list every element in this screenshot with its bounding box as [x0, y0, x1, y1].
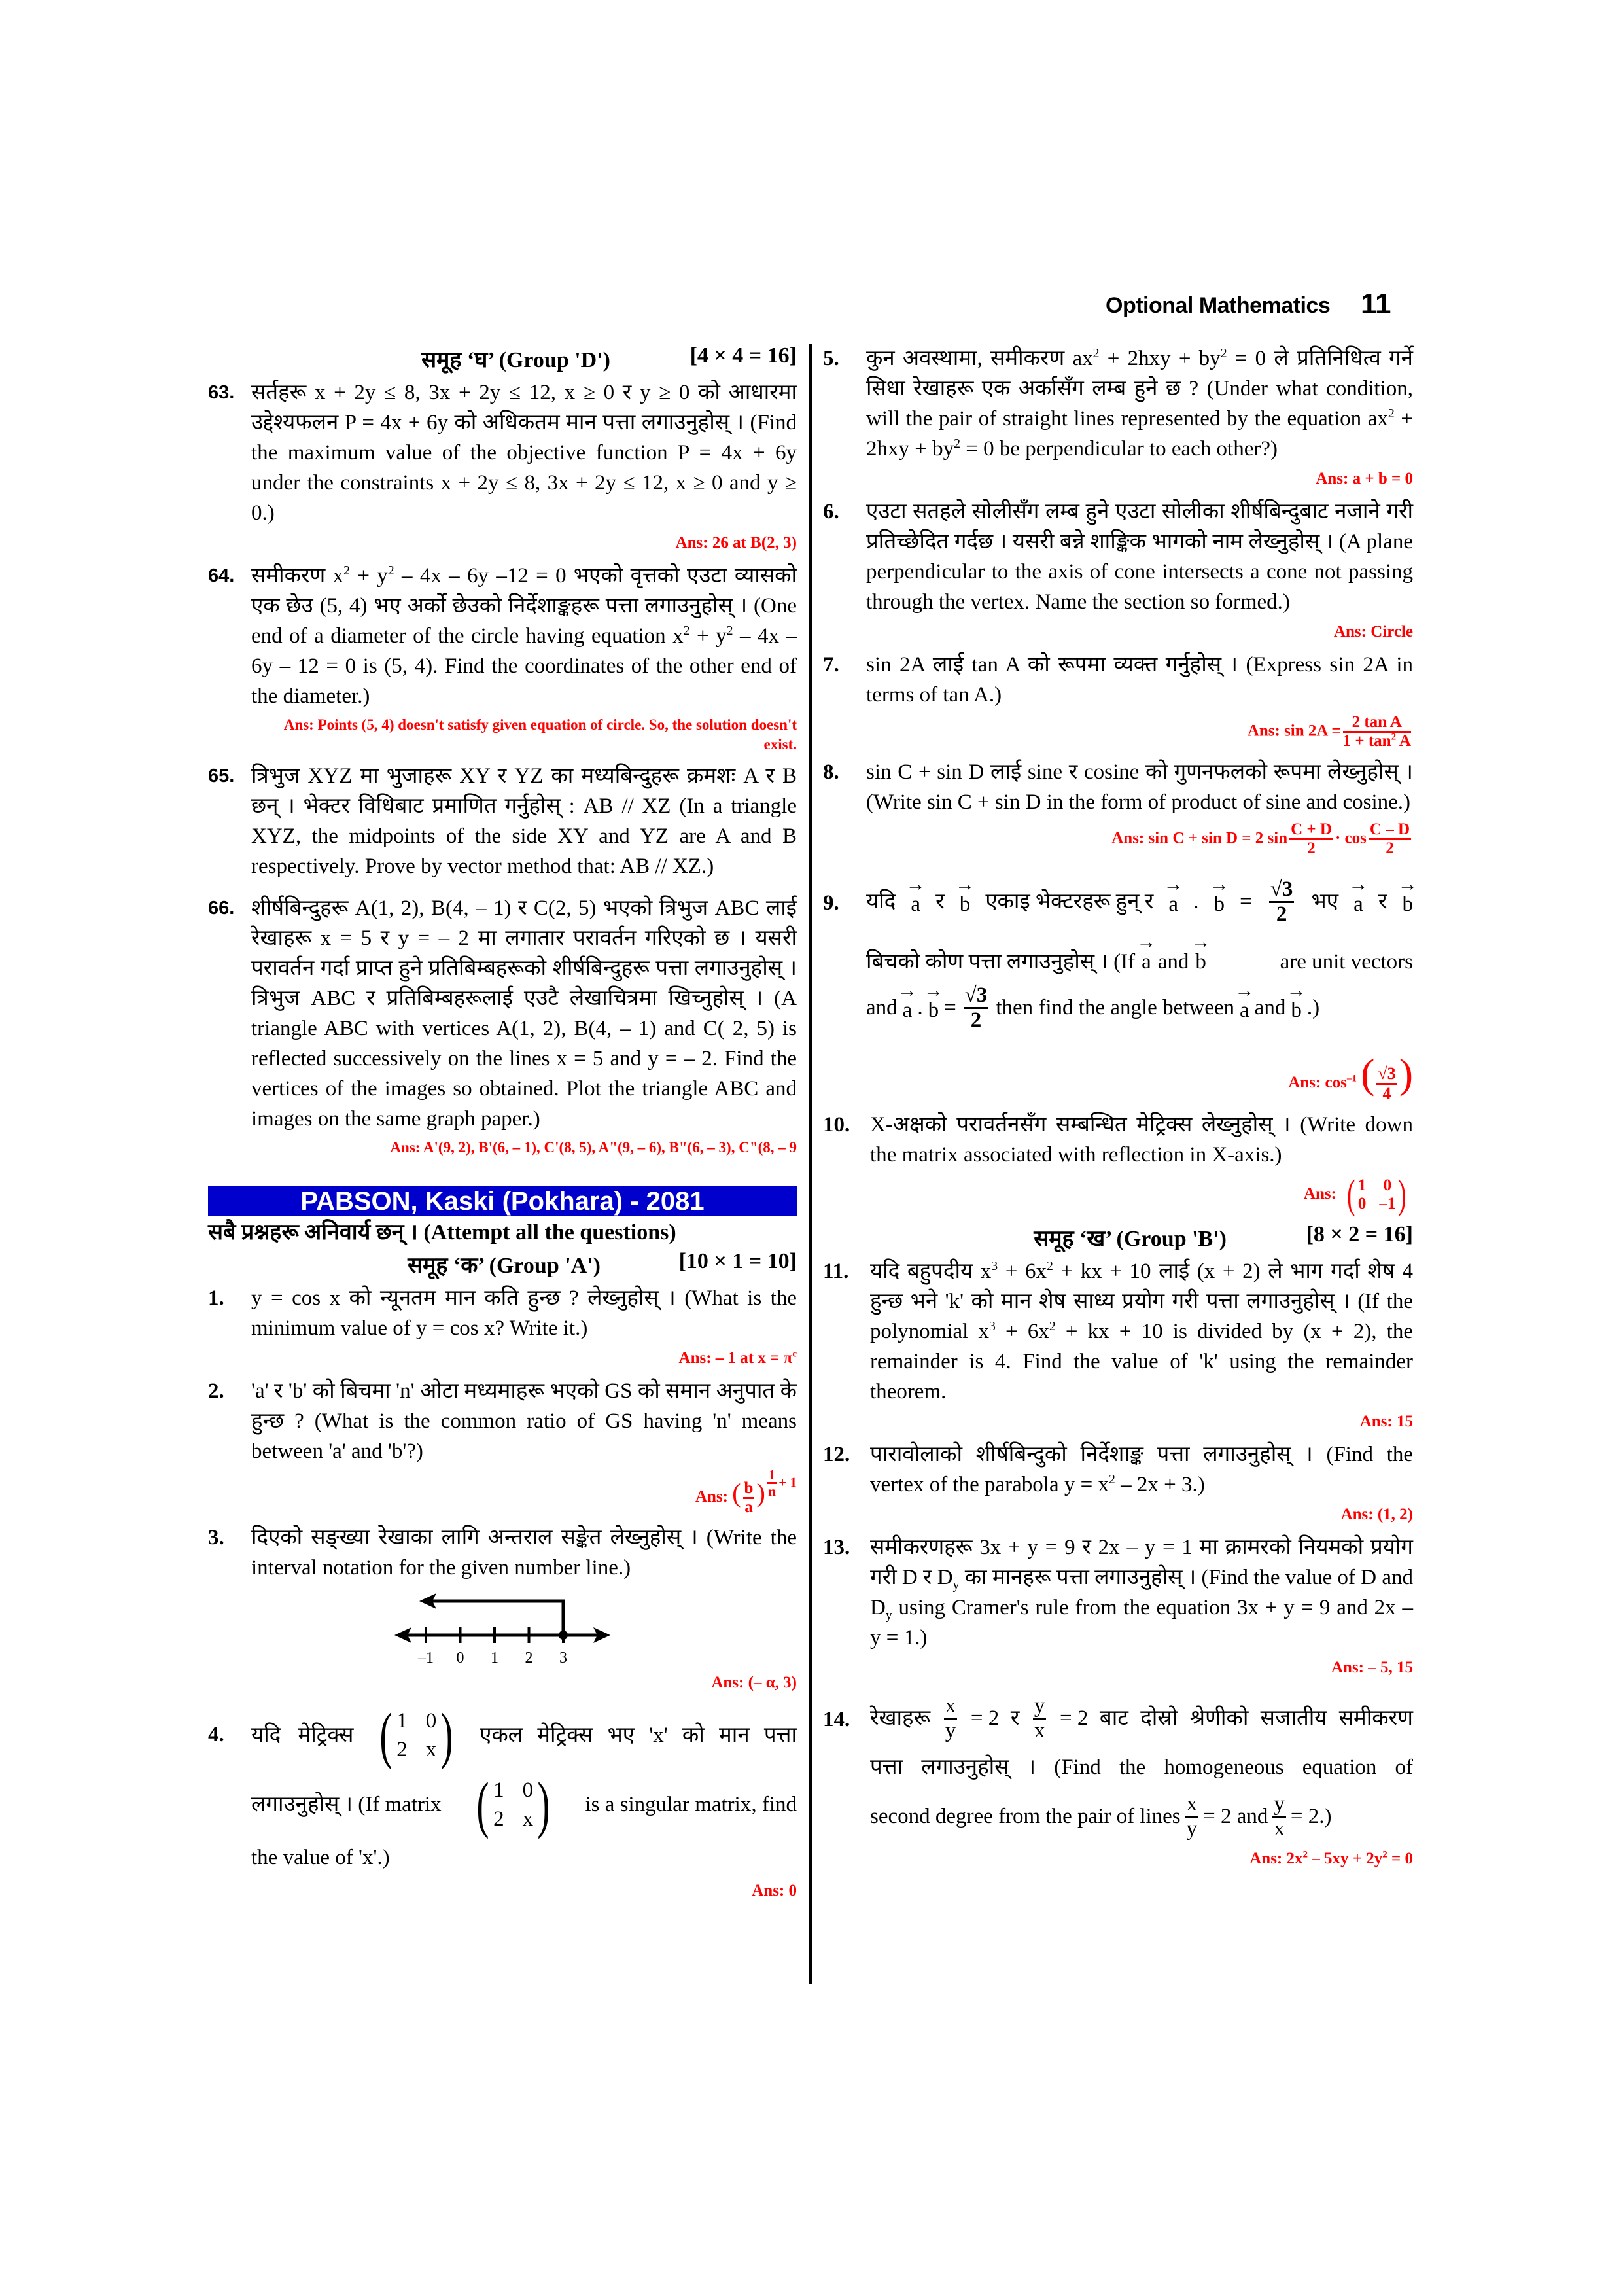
- answer-9: [823, 1044, 1413, 1103]
- number-line-tick-label: 2: [525, 1650, 533, 1667]
- question-text: 'a' र 'b' को बिचमा 'n' ओटा मध्यमाहरू भएको GS को समान अनुपात के हुन्छ ? (What is the common ratio of GS having 'n' means between 'a' and 'b'?): [251, 1379, 797, 1463]
- numerator: C + D: [1289, 821, 1333, 840]
- question-text: y = cos x को न्यूनतम मान कति हुन्छ ? लेख्नुहोस् । (What is the minimum value of y = cos x? Write it.): [251, 1286, 797, 1340]
- answer-label: Ans: sin C + sin D = 2 sin: [1111, 828, 1288, 847]
- group-d-heading: [208, 344, 797, 378]
- question-text: using Cramer's rule from the equation 3x + y = 9 and 2x – y = 1.): [870, 1596, 1413, 1650]
- superscript: c: [792, 1349, 797, 1360]
- question-number: 11.: [823, 1260, 849, 1283]
- fraction-x-over-y: [944, 1695, 958, 1742]
- question-14: [823, 1689, 1413, 1845]
- question-text: = 2.): [1290, 1805, 1332, 1828]
- question-text: sin 2A लाई tan A को रूपमा व्यक्त गर्नुहोस् । (Express sin 2A in terms of tan A.): [866, 653, 1413, 707]
- matrix-cell: 1: [396, 1709, 408, 1733]
- question-text: + 2hxy + by: [1099, 347, 1221, 370]
- question-text: sin C + sin D लाई sine र cosine को गुणनफलको रूपमा लेख्नुहोस् । (Write sin C + sin D in the form of product of sine and cosine.): [866, 760, 1413, 814]
- question-text: बिचको कोण पत्ता लगाउनुहोस् । (If: [866, 950, 1136, 974]
- answer-7: [823, 714, 1413, 751]
- question-text: and: [1157, 950, 1189, 974]
- question-64: [208, 561, 797, 711]
- question-4: [208, 1701, 797, 1876]
- question-text: X-अक्षको परावर्तनसँग सम्बन्धित मेट्रिक्स लेख्नुहोस् । (Write down the matrix associated with reflection in X-axis.): [870, 1113, 1413, 1167]
- question-63: [208, 378, 797, 528]
- matrix-cell: x: [425, 1738, 437, 1761]
- number-line-tick-label: 1: [491, 1650, 498, 1667]
- matrix-cell: 1: [1357, 1176, 1367, 1195]
- answer-label: Ans:: [695, 1488, 728, 1506]
- answer-text: · cos: [1335, 828, 1367, 847]
- superscript: 2: [1092, 346, 1100, 361]
- question-number: 65.: [208, 766, 235, 786]
- vector-a: → a: [1240, 992, 1249, 1023]
- numerator: √3: [964, 984, 989, 1009]
- exponent: [765, 1468, 797, 1498]
- question-text: समीकरणहरू 3x + y = 9 र 2x – y = 1 मा क्रामरको नियमको प्रयोग गरी D र D: [870, 1536, 1413, 1589]
- answer-5: Ans: a + b = 0: [1316, 470, 1413, 487]
- question-text: = 2: [970, 1706, 1000, 1730]
- question-text: पत्ता लगाउनुहोस् । (Find the homogeneous equation of: [870, 1756, 1413, 1779]
- fraction-b-over-a: [743, 1480, 755, 1517]
- question-65: [208, 761, 797, 881]
- question-text: are unit vectors: [1280, 950, 1413, 974]
- denominator-part: 1 + tan: [1342, 732, 1391, 751]
- vector-b: → b: [928, 992, 939, 1023]
- question-text: यदि बहुपदीय x: [870, 1260, 992, 1283]
- question-number: 14.: [823, 1708, 850, 1731]
- question-text: रेखाहरू: [870, 1706, 931, 1730]
- numerator: b: [743, 1480, 755, 1499]
- question-3: [208, 1523, 797, 1583]
- question-text: is a singular matrix, find: [585, 1793, 797, 1816]
- denominator: 2: [970, 1008, 982, 1032]
- denominator: y: [1186, 1816, 1198, 1841]
- answer-11: Ans: 15: [1359, 1413, 1413, 1430]
- question-number: 4.: [208, 1723, 224, 1746]
- group-b-marks: [8 × 2 = 16]: [1306, 1222, 1413, 1246]
- question-7: [823, 650, 1413, 710]
- answer-66: Ans: A'(9, 2), B'(6, – 1), C'(8, 5), A"(9, – 6), B"(6, – 3), C"(8, – 9: [390, 1139, 797, 1156]
- denominator: 2: [1276, 902, 1287, 926]
- superscript: 2: [1220, 346, 1227, 361]
- answer-label: Ans:: [1303, 1185, 1336, 1203]
- question-5: [823, 344, 1413, 464]
- group-b-heading: [823, 1222, 1413, 1256]
- group-a-name: समूह ‘क’ (Group 'A'): [408, 1254, 601, 1278]
- numerator: C – D: [1369, 821, 1411, 840]
- denominator: 2: [1386, 839, 1394, 857]
- equals: =: [944, 996, 956, 1019]
- denominator-part: A: [1396, 732, 1411, 751]
- matrix-cell: x: [522, 1807, 534, 1831]
- answer-8: [823, 821, 1413, 858]
- question-text: + y: [689, 624, 727, 648]
- superscript: 2: [726, 624, 733, 638]
- group-b-name: समूह ‘ख’ (Group 'B'): [1034, 1227, 1227, 1251]
- numerator: y: [1033, 1695, 1047, 1720]
- question-text: + 6x: [998, 1260, 1047, 1283]
- answer-14: [823, 1848, 1413, 1870]
- numerator: 2 tan A: [1343, 714, 1411, 733]
- question-text: लगाउनुहोस् । (If matrix: [251, 1793, 442, 1816]
- instructions: सबै प्रश्नहरू अनिवार्य छन् । (Attempt all the questions): [208, 1220, 676, 1245]
- answer-64: Ans: Points (5, 4) doesn't satisfy given equation of circle. So, the solution doesn't exist.: [283, 716, 797, 752]
- question-text: का मानहरू पत्ता लगाउनुहोस् । (Find the value of D and D: [870, 1566, 1413, 1619]
- question-number: 8.: [823, 760, 839, 784]
- vector-a: → a: [1353, 886, 1363, 917]
- question-text: + 2hxy + by: [866, 407, 1413, 461]
- question-number: 9.: [823, 891, 839, 915]
- answer-label: Ans: cos: [1288, 1074, 1347, 1091]
- equals: =: [1240, 890, 1252, 913]
- answer-12: Ans: (1, 2): [1340, 1506, 1413, 1523]
- answer-fraction: [1343, 714, 1411, 751]
- running-header-title: Optional Mathematics: [1106, 293, 1331, 318]
- vector-b: → b: [1195, 944, 1206, 975]
- superscript: 2: [343, 563, 351, 578]
- question-text: then find the angle between: [996, 996, 1235, 1019]
- superscript: 2: [954, 436, 961, 451]
- superscript: 2: [1049, 1319, 1056, 1333]
- fraction-x-over-y: [1185, 1793, 1199, 1840]
- question-6: [823, 497, 1413, 617]
- question-text: पारावोलाको शीर्षबिन्दुको निर्देशाङ्क पत्ता लगाउनुहोस् । (Find the vertex of the parabola y = x: [870, 1443, 1413, 1496]
- numerator: √3: [1376, 1065, 1397, 1084]
- fraction: [1376, 1065, 1397, 1103]
- question-number: 66.: [208, 898, 235, 919]
- question-1: [208, 1283, 797, 1343]
- numerator: y: [1272, 1793, 1286, 1818]
- fraction-root3-over-2: [1269, 878, 1295, 925]
- matrix: ( 1 0 2 x ): [476, 1769, 550, 1839]
- left-column: [208, 344, 797, 1909]
- vector-b: → b: [960, 886, 971, 917]
- question-text: दिएको सङ्ख्या रेखाका लागि अन्तराल सङ्केत लेख्नुहोस् । (Write the interval notation for the given number line.): [251, 1526, 797, 1580]
- group-d-name: समूह ‘घ’ (Group 'D'): [421, 348, 610, 372]
- answer-1: [208, 1347, 797, 1369]
- answer-text: Ans: – 1 at x = π: [678, 1349, 793, 1367]
- question-12: [823, 1439, 1413, 1500]
- denominator: x: [1274, 1816, 1285, 1841]
- number-line-tick-label: –1: [418, 1650, 434, 1667]
- question-number: 13.: [823, 1536, 850, 1559]
- number-line: [394, 1589, 610, 1668]
- numerator: √3: [1269, 878, 1295, 903]
- question-number: 3.: [208, 1526, 224, 1549]
- matrix-cell: 2: [396, 1738, 408, 1761]
- answer-10: [823, 1173, 1413, 1216]
- question-text: कुन अवस्थामा, समीकरण ax: [866, 347, 1093, 370]
- question-number: 7.: [823, 653, 839, 677]
- fraction-root3-over-2: [964, 984, 989, 1031]
- superscript: 2: [1387, 406, 1395, 421]
- denominator: 4: [1382, 1084, 1391, 1103]
- paren-close: ): [756, 1478, 765, 1508]
- superscript: 2: [683, 624, 690, 638]
- question-11: [823, 1256, 1413, 1407]
- question-text: र: [1010, 1706, 1020, 1730]
- question-number: 6.: [823, 500, 839, 523]
- matrix-cell: 0: [1383, 1176, 1392, 1195]
- subscript: y: [885, 1608, 892, 1623]
- exam-banner: PABSON, Kaski (Pokhara) - 2081: [208, 1186, 797, 1216]
- question-66: [208, 893, 797, 1134]
- group-a-heading: [208, 1249, 797, 1283]
- exp-tail: + 1: [778, 1474, 797, 1491]
- question-text: – 2x + 3.): [1115, 1473, 1205, 1496]
- answer-2: [208, 1467, 797, 1516]
- subscript: y: [952, 1578, 960, 1593]
- fraction: [1369, 821, 1411, 858]
- superscript: 2: [1302, 1849, 1308, 1860]
- question-text: + 6x: [995, 1320, 1049, 1343]
- matrix-cell: –1: [1379, 1195, 1396, 1213]
- denominator: [1343, 733, 1411, 750]
- question-number: 10.: [823, 1113, 850, 1137]
- right-column: [823, 344, 1413, 1877]
- question-number: 64.: [208, 565, 235, 586]
- question-text: the value of 'x'.): [251, 1846, 390, 1869]
- vector-a: → a: [911, 886, 920, 917]
- question-text: = 2: [1059, 1706, 1089, 1730]
- question-text: शीर्षबिन्दुहरू A(1, 2), B(4, – 1) र C(2, 5) भएको त्रिभुज ABC लाई रेखाहरू x = 5 र y = – 2 मा लगातार परावर्तन गरिएको छ । यसरी परावर्तन गर्दा प्राप्त हुने प्रतिबिम्बहरूको शीर्षबिन्दुहरू पत्ता लगाउनुहोस् । त्रिभुज ABC र प्रतिबिम्बहरूलाई एउटै लेखाचित्रमा खिच्नुहोस् । (A triangle ABC with vertices A(1, 2), B(4, – 1) and C( 2, 5) is reflected successively on the lines x = 5 and y = – 2. Find the vertices of the images so obtained. Plot the triangle ABC and images on the same graph paper.): [251, 896, 797, 1131]
- matrix-cell: 0: [522, 1778, 534, 1802]
- group-d-marks: [4 × 4 = 16]: [689, 344, 797, 368]
- question-text: बाट दोस्रो श्रेणीको सजातीय समीकरण: [1099, 1706, 1413, 1730]
- answer-matrix: ( 1 0 0 –1 ): [1347, 1173, 1406, 1218]
- vector-a: → a: [903, 992, 913, 1023]
- question-text: भए: [1311, 890, 1338, 913]
- question-text: and: [1254, 996, 1286, 1019]
- vector-b: → b: [1213, 886, 1225, 917]
- question-2: [208, 1376, 797, 1466]
- vector-b: → b: [1291, 992, 1302, 1023]
- question-text: and: [866, 996, 898, 1019]
- answer-text: – 5xy + 2y: [1308, 1850, 1383, 1867]
- denominator: x: [1034, 1718, 1045, 1742]
- superscript: 2: [1382, 1849, 1387, 1860]
- answer-4: Ans: 0: [752, 1882, 797, 1899]
- number-line-tick-label: 3: [559, 1650, 567, 1667]
- denominator: y: [945, 1718, 956, 1742]
- matrix: ( 1 0 2 x ): [379, 1700, 453, 1770]
- matrix-cell: 1: [493, 1778, 504, 1802]
- superscript: –1: [1346, 1073, 1357, 1084]
- numerator: x: [944, 1695, 958, 1720]
- paren-open: (: [732, 1478, 741, 1508]
- vector-a: → a: [1142, 944, 1151, 975]
- question-text: second degree from the pair of lines: [870, 1805, 1181, 1828]
- question-text: = 0 ले प्रतिनिधित्व गर्ने सिधा रेखाहरू एक अर्कासँग लम्ब हुने छ ? (Under what condition, will the pair of straight lines represented by the equation ax: [866, 347, 1414, 431]
- answer-13: Ans: – 5, 15: [1331, 1659, 1413, 1676]
- question-13: [823, 1532, 1413, 1653]
- numerator: x: [1185, 1793, 1199, 1818]
- question-text: यदि मेट्रिक्स: [251, 1723, 354, 1747]
- dot-operator: .: [1193, 890, 1199, 913]
- question-8: [823, 757, 1413, 817]
- question-text: + y: [350, 564, 388, 588]
- question-text: यदि: [866, 890, 896, 913]
- vector-b: → b: [1402, 886, 1413, 917]
- denominator: a: [744, 1498, 753, 1516]
- question-text: .): [1306, 996, 1320, 1019]
- superscript: 2: [1391, 732, 1397, 743]
- question-9: [823, 869, 1413, 1040]
- answer-6: Ans: Circle: [1333, 623, 1413, 641]
- question-text: र: [935, 890, 945, 913]
- question-10: [823, 1110, 1413, 1170]
- superscript: 3: [991, 1259, 998, 1273]
- matrix-cell: 2: [493, 1807, 504, 1831]
- question-text: – 4x – 6y – 12 = 0 is (5, 4). Find the coordinates of the other end of the diameter.): [251, 624, 797, 708]
- question-text: – 4x – 6y –12 = 0 भएको वृत्तको एउटा व्यासको एक छेउ (5, 4) भए अर्को छेउको निर्देशाङ्कहरू पत्ता लगाउनुहोस् । (One end of a diameter of the circle having equation x: [251, 564, 797, 648]
- question-number: 63.: [208, 382, 235, 403]
- exp-numerator: 1: [767, 1468, 777, 1484]
- question-text: = 0 be perpendicular to each other?): [960, 437, 1278, 461]
- matrix-cell: 0: [425, 1709, 437, 1733]
- superscript: 2: [1046, 1259, 1053, 1273]
- page-number: 11: [1361, 288, 1391, 320]
- question-number: 1.: [208, 1286, 224, 1310]
- group-a-marks: [10 × 1 = 10]: [678, 1249, 797, 1273]
- fraction: [1289, 821, 1333, 858]
- fraction-y-over-x: [1033, 1695, 1047, 1742]
- answer-label: Ans: sin 2A =: [1247, 722, 1341, 740]
- question-text: एकल मेट्रिक्स भए 'x' को मान पत्ता: [480, 1723, 797, 1747]
- question-text: + kx + 10 is divided by (x + 2), the remainder is 4. Find the value of 'k' using the remainder theorem.: [870, 1320, 1413, 1404]
- number-line-tick-label: 0: [456, 1650, 464, 1667]
- question-text: एउटा सतहले सोलीसँग लम्ब हुने एउटा सोलीका शीर्षबिन्दुबाट नजाने गरी प्रतिच्छेदित गर्दछ । यसरी बन्ने शाङ्किक भागको नाम लेख्नुहोस् । (A plane perpendicular to the axis of cone intersects a cone not passing through the vertex. Name the section so formed.): [866, 500, 1413, 614]
- fraction-y-over-x: [1272, 1793, 1286, 1840]
- answer-text: Ans: 2x: [1249, 1850, 1303, 1867]
- question-text: समीकरण x: [251, 564, 344, 588]
- question-text: = 2 and: [1203, 1805, 1268, 1828]
- question-text: + kx + 10 लाई (x + 2) ले भाग गर्दा शेष 4 हुन्छ भने 'k' को मान शेष साध्य प्रयोग गरी पत्ता लगाउनुहोस् । (If the polynomial x: [870, 1260, 1413, 1343]
- question-text: त्रिभुज XYZ मा भुजाहरू XY र YZ का मध्यबिन्दुहरू क्रमशः A र B छन् । भेक्टर विधिबाट प्रमाणित गर्नुहोस् : AB // XZ (In a triangle XYZ, the midpoints of the side XY and YZ are A and B respectively. Prove by vector method that: AB // XZ.): [251, 764, 797, 878]
- answer-63: Ans: 26 at B(2, 3): [675, 534, 797, 552]
- answer-text: = 0: [1387, 1850, 1413, 1867]
- paren-close: ): [1399, 1050, 1413, 1097]
- exp-denominator: n: [768, 1483, 776, 1500]
- question-number: 12.: [823, 1443, 850, 1466]
- vector-a: → a: [1168, 886, 1178, 917]
- question-text: एकाइ भेक्टरहरू हुन् र: [985, 890, 1154, 913]
- denominator: 2: [1307, 839, 1316, 857]
- matrix-cell: 0: [1357, 1195, 1367, 1213]
- answer-3: Ans: (– α, 3): [711, 1674, 797, 1691]
- paren-open: (: [1361, 1050, 1375, 1097]
- superscript: 3: [989, 1319, 996, 1333]
- column-divider: [809, 344, 812, 1984]
- superscript: 2: [1108, 1472, 1115, 1487]
- question-text: र: [1378, 890, 1387, 913]
- question-text: सर्तहरू x + 2y ≤ 8, 3x + 2y ≤ 12, x ≥ 0 र y ≥ 0 को आधारमा उद्देश्यफलन P = 4x + 6y को अधिकतम मान पत्ता लगाउनुहोस् । (Find the maximum value of the objective function P = 4x + 6y under the constraints x + 2y ≤ 8, 3x + 2y ≤ 12, x ≥ 0 and y ≥ 0.): [251, 381, 797, 525]
- dot-operator: .: [917, 996, 923, 1019]
- superscript: 2: [387, 563, 394, 578]
- question-number: 2.: [208, 1379, 224, 1403]
- question-number: 5.: [823, 347, 839, 370]
